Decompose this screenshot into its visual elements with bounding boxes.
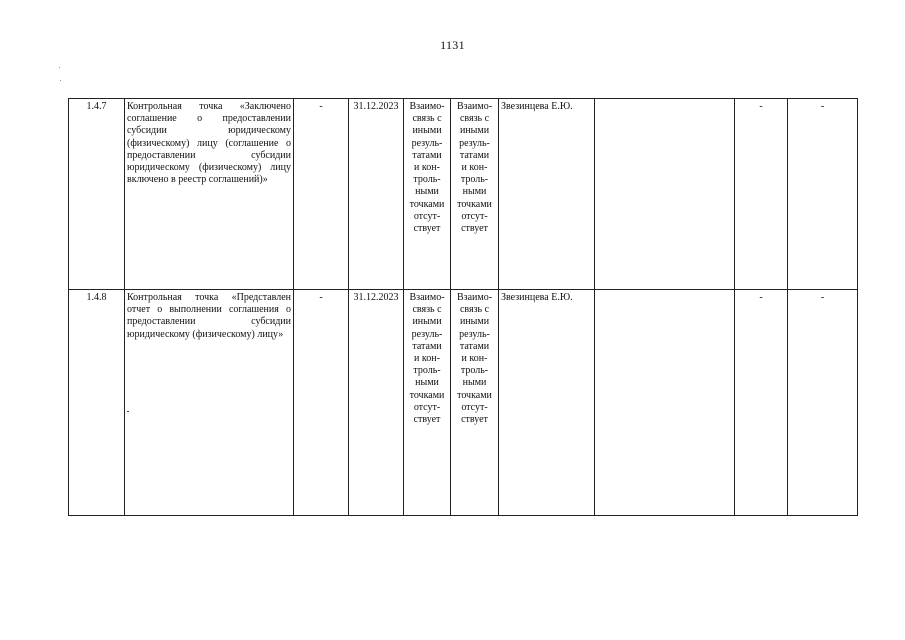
relation-text-line: татами	[459, 149, 490, 161]
start-date-cell: -	[294, 290, 349, 516]
relation-text-line: татами	[412, 149, 442, 161]
relation-text-line: ными	[415, 377, 439, 389]
dash-cell: -	[788, 99, 858, 290]
empty-cell	[595, 99, 735, 290]
relation-text-line: Взаимо-	[409, 101, 445, 112]
dash-cell: -	[735, 290, 788, 516]
relation-text-line: точками	[409, 198, 445, 210]
relation-text-line: троль-	[460, 365, 489, 377]
relation-text-line: связь с	[459, 113, 490, 125]
successor-relations-cell	[451, 99, 499, 290]
relation-text-line: иными	[412, 316, 442, 328]
relation-text-line: троль-	[413, 174, 441, 186]
relation-text-line: татами	[412, 340, 442, 352]
relation-text-line: отсут-	[413, 210, 441, 222]
relation-text-line: резуль-	[411, 328, 443, 340]
responsible-person: Звезинцева Е.Ю.	[499, 99, 595, 290]
scan-artifact	[59, 67, 60, 68]
successor-relations-cell	[451, 290, 499, 516]
control-point-name: Контрольная точка «Заключено соглашение о предоставлении субсидии юридическому (физическому) лицу (соглашение о предоставлении субсидии юридическому (физическому) лицу включено в реестр соглашений)»	[125, 99, 294, 290]
relation-text-line: татами	[459, 340, 490, 352]
relation-text-line: и кон-	[461, 162, 488, 174]
scan-artifact	[60, 80, 61, 81]
relation-text-line: Взаимо-	[409, 292, 445, 303]
relation-text-line: иными	[459, 316, 490, 328]
relation-text-line: точками	[457, 389, 492, 401]
relation-text-line: иными	[459, 125, 490, 137]
relation-text-line: ствует	[413, 414, 441, 426]
control-points-table	[68, 98, 858, 516]
relation-text-line: троль-	[413, 365, 441, 377]
end-date-cell: 31.12.2023	[349, 99, 404, 290]
empty-cell	[595, 290, 735, 516]
relation-text-line: связь с	[459, 304, 490, 316]
relation-text-line: троль-	[460, 174, 489, 186]
relation-text-line: ствует	[413, 223, 441, 235]
relation-text-line: отсут-	[413, 401, 441, 413]
predecessor-relations-cell	[404, 290, 451, 516]
relation-text-line: и кон-	[461, 353, 488, 365]
table-row	[69, 290, 858, 516]
row-number: 1.4.8	[69, 290, 125, 516]
dash-cell: -	[735, 99, 788, 290]
responsible-person: Звезинцева Е.Ю.	[499, 290, 595, 516]
start-date-cell: -	[294, 99, 349, 290]
relation-text-line: точками	[457, 198, 492, 210]
relation-text-line: иными	[412, 125, 442, 137]
end-date-cell: 31.12.2023	[349, 290, 404, 516]
dash-cell: -	[788, 290, 858, 516]
relation-text-line: резуль-	[459, 137, 490, 149]
relation-text-line: связь с	[412, 113, 442, 125]
relation-text-line: ными	[462, 186, 487, 198]
relation-text-line: ными	[462, 377, 487, 389]
control-point-name: Контрольная точка «Представлен отчет о выполнении соглашения о предоставлении субсидии юридическому (физическому) лицу»	[125, 290, 294, 516]
relation-text-line: и кон-	[414, 162, 440, 174]
relation-text-line: резуль-	[411, 137, 443, 149]
relation-text-line: ствует	[461, 414, 488, 426]
scan-artifact	[127, 411, 129, 412]
page-number: 1131	[440, 38, 465, 52]
row-number: 1.4.7	[69, 99, 125, 290]
table-row	[69, 99, 858, 290]
relation-text-line: отсут-	[461, 401, 488, 413]
predecessor-relations-cell	[404, 99, 451, 290]
relation-text-line: отсут-	[461, 210, 488, 222]
relation-text-line: связь с	[412, 304, 442, 316]
relation-text-line: точками	[409, 389, 445, 401]
relation-text-line: Взаимо-	[456, 292, 493, 303]
relation-text-line: ствует	[461, 223, 488, 235]
relation-text-line: ными	[415, 186, 439, 198]
relation-text-line: Взаимо-	[456, 101, 493, 112]
relation-text-line: и кон-	[414, 353, 440, 365]
relation-text-line: резуль-	[459, 328, 490, 340]
